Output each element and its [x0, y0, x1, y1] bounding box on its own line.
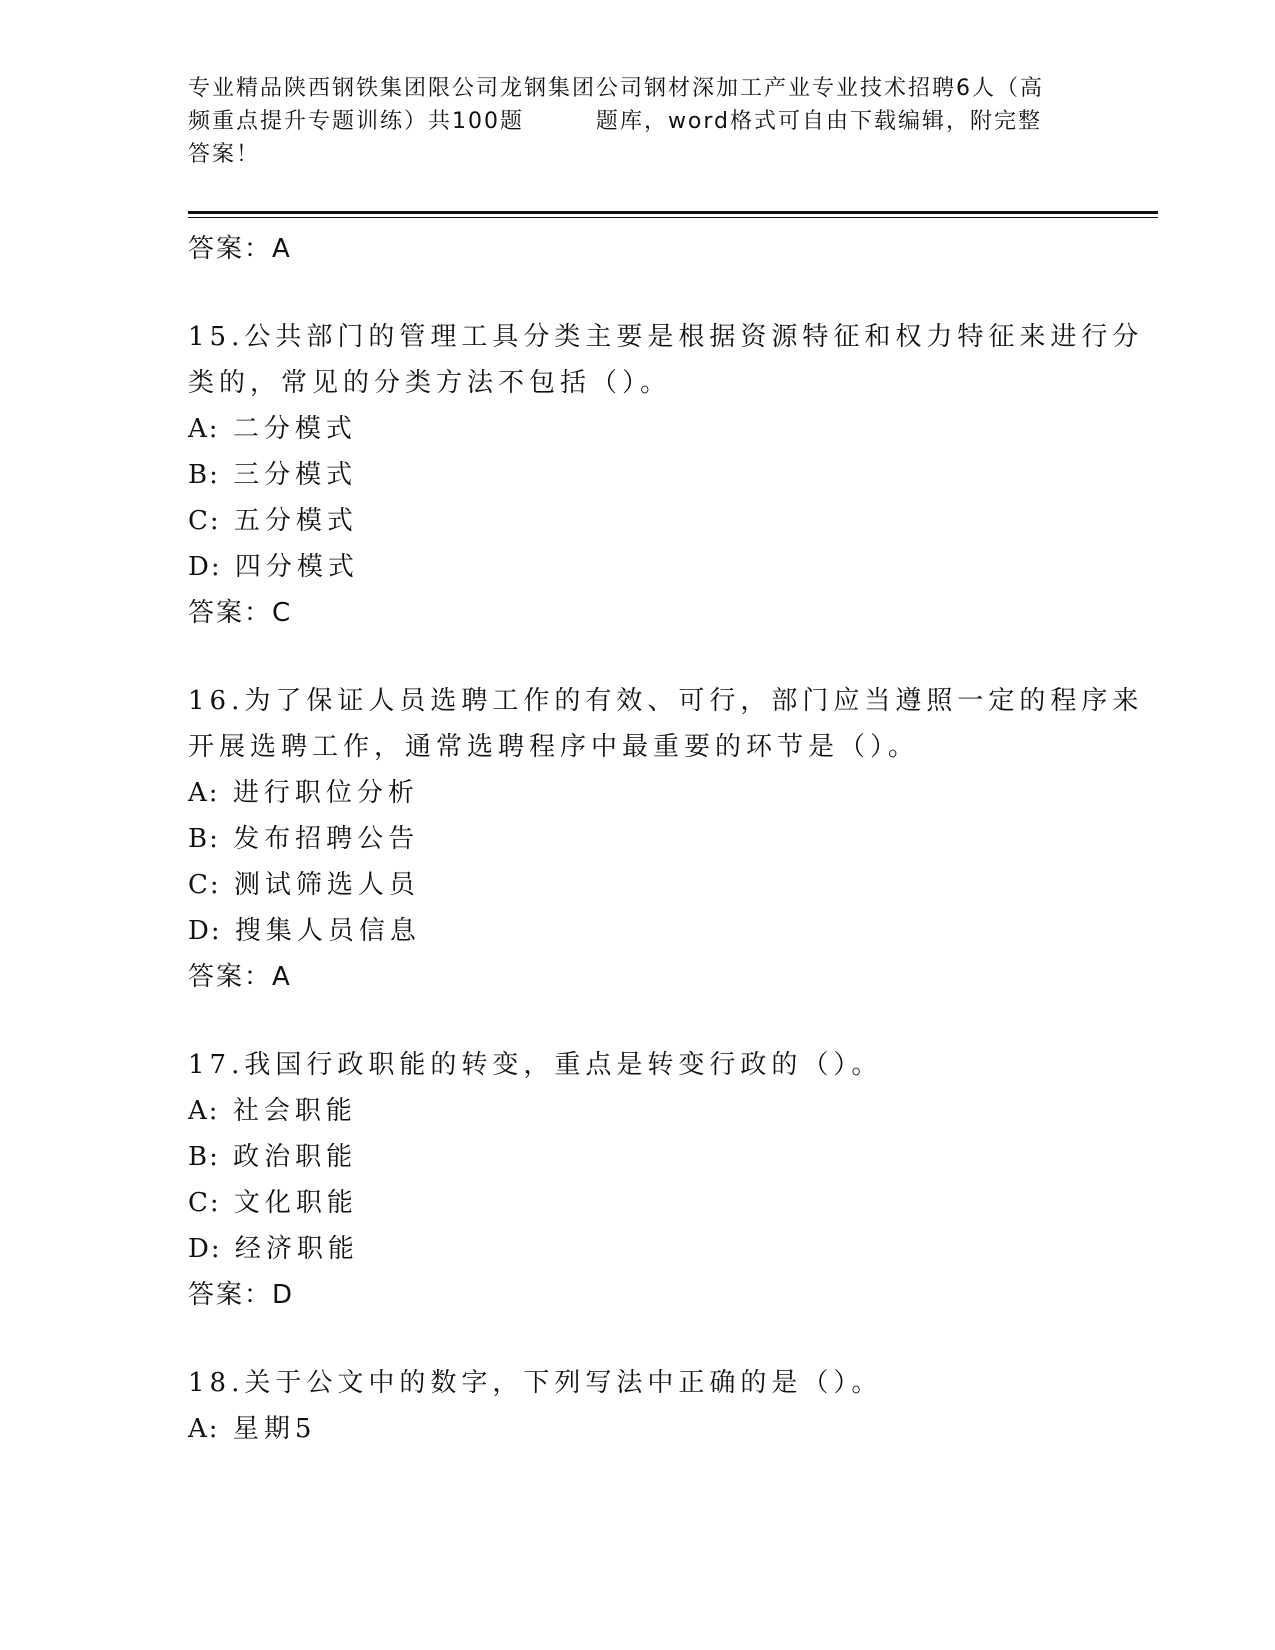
- option-text: 进行职位分析: [232, 778, 419, 808]
- option-text: 搜集人员信息: [234, 916, 421, 946]
- stem-line: 15.公共部门的管理工具分类主要是根据资源特征和权力特征来进行分: [188, 322, 1144, 352]
- option-text: 经济职能: [234, 1234, 359, 1264]
- option-text: 发布招聘公告: [233, 824, 420, 854]
- option-d: [188, 544, 1088, 590]
- stem-line: 类的，常见的分类方法不包括（）。: [188, 368, 672, 398]
- option-d: [188, 908, 1088, 954]
- option-b: [188, 1134, 1088, 1180]
- option-text: 四分模式: [234, 552, 359, 582]
- option-label: C:: [188, 506, 221, 536]
- option-text: 三分模式: [233, 460, 358, 490]
- option-label: A:: [188, 778, 220, 808]
- option-d: [188, 1226, 1088, 1272]
- option-b: [188, 816, 1088, 862]
- option-label: C:: [188, 870, 221, 900]
- option-a: [188, 1406, 1088, 1452]
- answer-line: 答案：A: [188, 234, 292, 264]
- document-header: [188, 72, 1088, 171]
- option-text: 社会职能: [232, 1096, 357, 1126]
- question-list: [188, 226, 1144, 1452]
- question-item: [188, 1042, 1088, 1318]
- option-c: [188, 1180, 1088, 1226]
- stem-line: 开展选聘工作，通常选聘程序中最重要的环节是（）。: [188, 732, 920, 762]
- stem-line: 17.我国行政职能的转变，重点是转变行政的（）。: [188, 1050, 883, 1080]
- option-label: D:: [188, 552, 222, 582]
- question-stem: [188, 314, 1144, 406]
- option-label: A:: [188, 414, 220, 444]
- question-stem: [188, 678, 1144, 770]
- header-line: 专业精品陕西钢铁集团限公司龙钢集团公司钢材深加工产业专业技术招聘6人（高: [188, 76, 1044, 101]
- option-c: [188, 498, 1088, 544]
- stem-line: 18.关于公文中的数字，下列写法中正确的是（）。: [188, 1368, 883, 1398]
- question-item: [188, 1360, 1088, 1452]
- option-text: 二分模式: [232, 414, 357, 444]
- option-text: 测试筛选人员: [233, 870, 420, 900]
- question-stem: [188, 1042, 1088, 1088]
- header-line: 频重点提升专题训练）共100题 题库，word格式可自由下载编辑，附完整: [188, 109, 1043, 134]
- option-b: [188, 452, 1088, 498]
- option-text: 政治职能: [233, 1142, 358, 1172]
- option-label: A:: [188, 1414, 220, 1444]
- answer-line: 答案：C: [188, 598, 293, 628]
- stem-line: 16.为了保证人员选聘工作的有效、可行，部门应当遵照一定的程序来: [188, 686, 1144, 716]
- option-a: [188, 1088, 1088, 1134]
- question-stem: [188, 1360, 1088, 1406]
- header-divider-thin: [188, 217, 1158, 218]
- header-line: 答案！: [188, 142, 261, 167]
- option-c: [188, 862, 1088, 908]
- answer-line: 答案：A: [188, 962, 292, 992]
- option-label: D:: [188, 916, 222, 946]
- option-label: C:: [188, 1188, 221, 1218]
- question-item: [188, 314, 1144, 636]
- option-text: 星期5: [232, 1414, 317, 1444]
- option-a: [188, 770, 1088, 816]
- option-label: B:: [188, 824, 220, 854]
- answer-line: 答案：D: [188, 1280, 295, 1310]
- option-a: [188, 406, 1088, 452]
- option-label: D:: [188, 1234, 222, 1264]
- option-text: 文化职能: [233, 1188, 358, 1218]
- option-label: B:: [188, 1142, 220, 1172]
- option-text: 五分模式: [233, 506, 358, 536]
- header-divider-thick: [188, 211, 1158, 214]
- option-label: B:: [188, 460, 220, 490]
- question-item: [188, 678, 1144, 1000]
- option-label: A:: [188, 1096, 220, 1126]
